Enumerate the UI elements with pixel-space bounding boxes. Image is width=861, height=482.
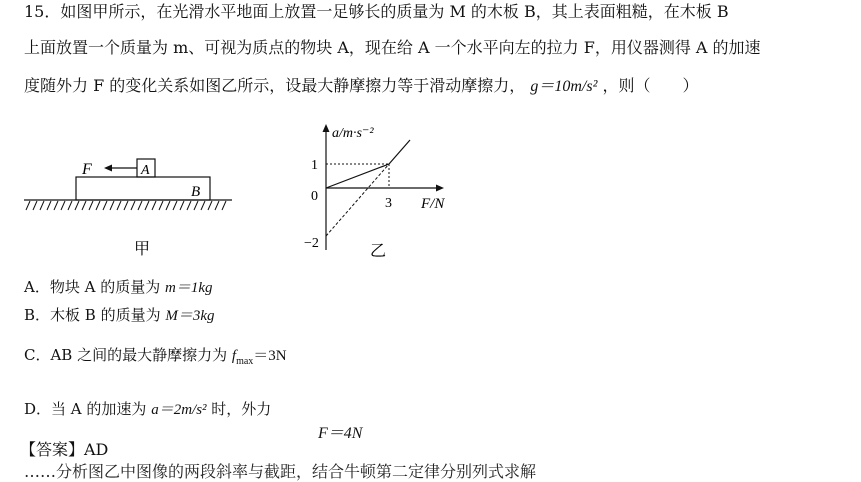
tick-label-y-1: 1 xyxy=(311,158,318,173)
option-d-tail: 时，外力 xyxy=(206,400,272,418)
tick-label-y-neg2: −2 xyxy=(304,236,319,251)
option-c-text: C．AB 之间的最大静摩擦力为 xyxy=(24,346,228,364)
option-b[interactable] xyxy=(24,304,215,325)
option-c[interactable] xyxy=(24,344,287,367)
y-axis-arrow xyxy=(323,124,330,132)
graph-line-low-slope xyxy=(326,164,389,188)
block-a-label: A xyxy=(141,163,150,178)
gravity-formula: g＝10m/s² xyxy=(530,78,598,95)
answer-label: 【答案】AD xyxy=(20,440,109,459)
option-b-formula: M＝3kg xyxy=(165,308,215,324)
board-b-label: B xyxy=(191,184,201,200)
y-axis-label: a/m·s⁻² xyxy=(332,126,374,141)
option-d-text: D．当 A 的加速为 xyxy=(24,400,147,418)
figure-yi-caption: 乙 xyxy=(370,243,387,260)
option-d-force: F＝4N xyxy=(318,425,363,442)
question-line-2: 上面放置一个质量为 m、可视为质点的物块 A，现在给 A 一个水平向左的拉力 F，用仪器测得 A 的加速 xyxy=(24,38,761,57)
question-line-3-text: 度随外力 F 的变化关系如图乙所示，设最大静摩擦力等于滑动摩擦力， xyxy=(24,76,526,95)
cutoff-next-line: ……分析图乙中图像的两段斜率与截距，结合牛顿第二定律分别列式求解 xyxy=(24,462,537,481)
option-a[interactable] xyxy=(24,276,212,297)
option-a-formula: m＝1kg xyxy=(164,280,213,296)
force-arrow-head xyxy=(104,165,112,172)
option-d[interactable] xyxy=(24,398,271,419)
question-line-1: 15．如图甲所示，在光滑水平地面上放置一足够长的质量为 M 的木板 B，其上表面粗糙，在木板 B xyxy=(24,2,729,21)
x-axis-arrow xyxy=(436,185,444,192)
origin-label: 0 xyxy=(311,189,318,204)
option-c-tail: ＝3N xyxy=(253,348,287,364)
option-c-formula: f xyxy=(231,348,237,364)
option-c-subscript: max xyxy=(236,356,254,367)
figure-yi xyxy=(290,118,470,266)
option-b-text: B．木板 B 的质量为 xyxy=(24,306,161,324)
board-b xyxy=(76,177,210,200)
x-axis-label: F/N xyxy=(421,196,445,212)
ground-hatching xyxy=(26,201,226,210)
option-d-formula: a＝2m/s² xyxy=(151,402,207,418)
tick-label-x-3: 3 xyxy=(385,196,392,211)
question-line-3 xyxy=(24,76,699,97)
figure-jia-caption: 甲 xyxy=(134,241,151,258)
graph-line-extension-dashed xyxy=(326,164,389,236)
graph-line-high-slope xyxy=(389,140,410,164)
question-line-3-tail: ，则（ ） xyxy=(602,76,699,95)
option-a-text: A．物块 A 的质量为 xyxy=(24,278,161,296)
figure-jia xyxy=(20,150,240,260)
force-label: F xyxy=(82,161,92,178)
